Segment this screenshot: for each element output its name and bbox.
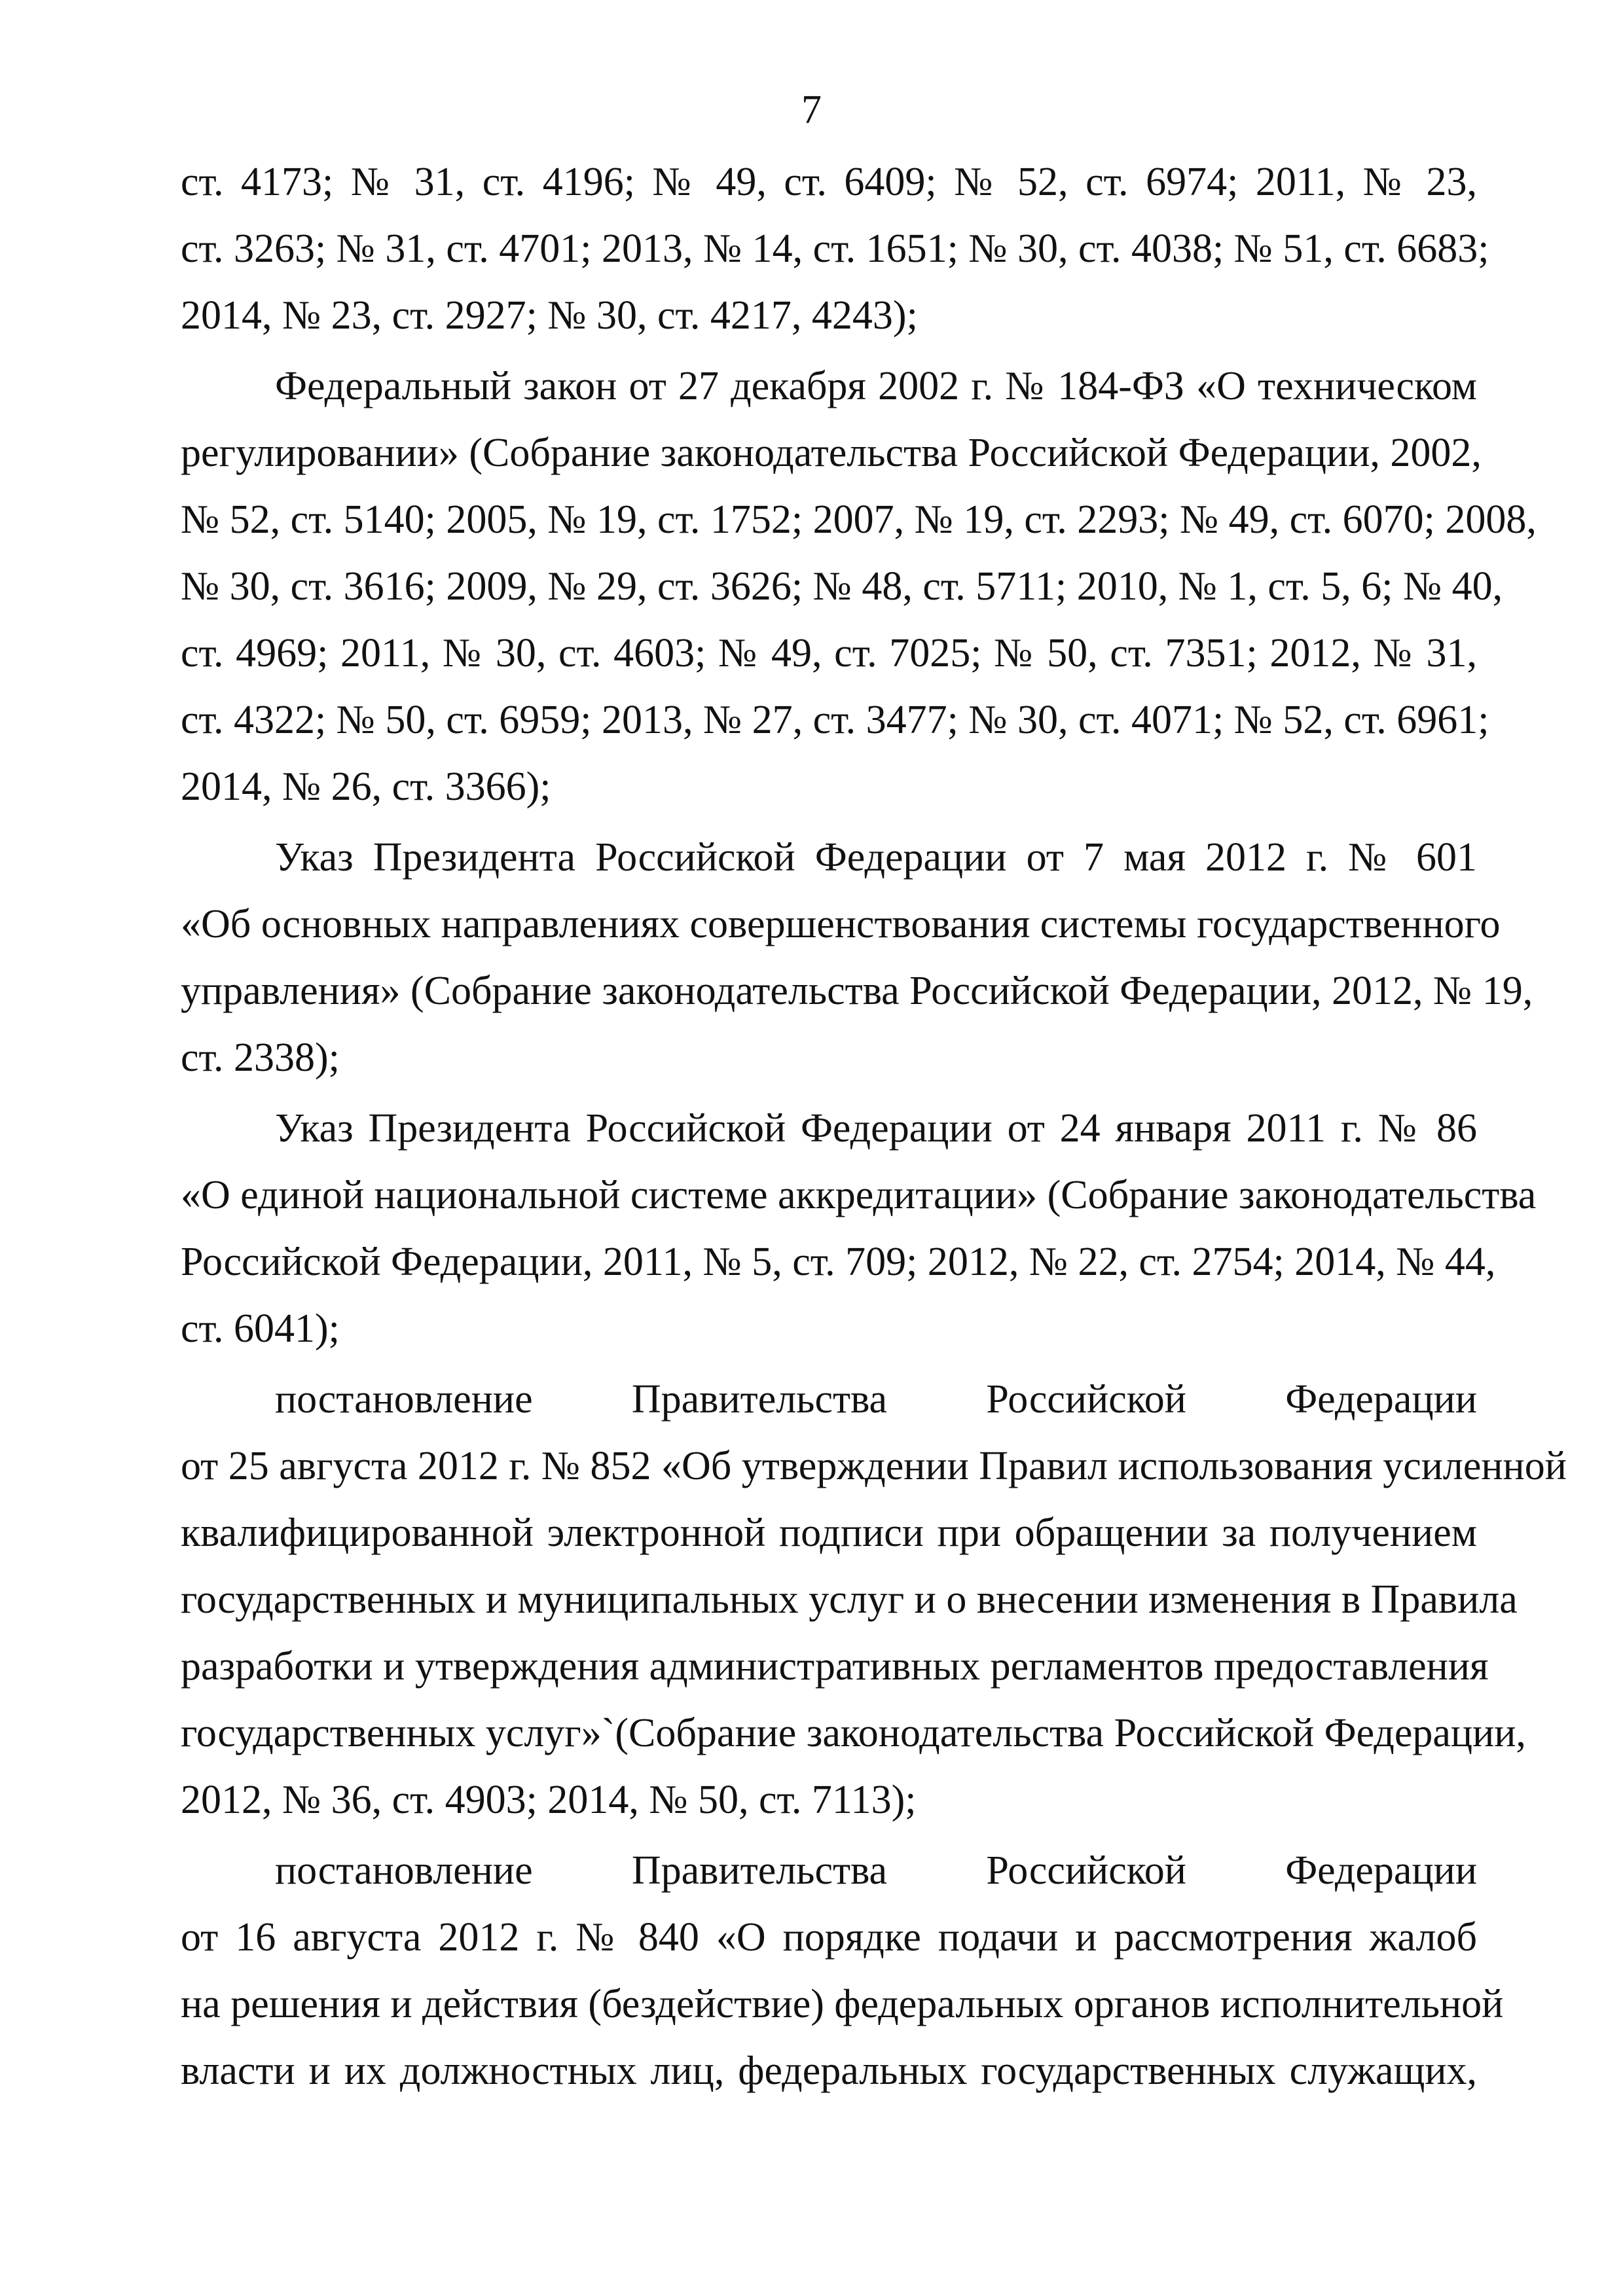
text-line: государственных и муниципальных услуг и о внесении изменения в Правила — [181, 1577, 1518, 1622]
paragraph-decree-601 — [181, 824, 1533, 1091]
text-line: № 52, ст. 5140; 2005, № 19, ст. 1752; 2007, № 19, ст. 2293; № 49, ст. 6070; 2008, — [181, 497, 1537, 542]
text-line: ст. 2338); — [181, 1035, 340, 1080]
text-line: 2014, № 23, ст. 2927; № 30, ст. 4217, 4243); — [181, 293, 918, 338]
text-line: постановление Правительства Российской Федерации — [275, 1377, 1477, 1422]
text-line: разработки и утверждения административных регламентов предоставления — [181, 1644, 1489, 1689]
text-line: № 30, ст. 3616; 2009, № 29, ст. 3626; № 48, ст. 5711; 2010, № 1, ст. 5, 6; № 40, — [181, 564, 1503, 609]
paragraph-continuation — [181, 149, 1489, 349]
page-number: 7 — [801, 88, 822, 132]
text-line: ст. 4969; 2011, № 30, ст. 4603; № 49, ст. 7025; № 50, ст. 7351; 2012, № 31, — [181, 631, 1477, 675]
text-line: ст. 6041); — [181, 1306, 340, 1351]
paragraph-resolution-840 — [181, 1837, 1504, 2104]
text-line: ст. 4322; № 50, ст. 6959; 2013, № 27, ст. 3477; № 30, ст. 4071; № 52, ст. 6961; — [181, 698, 1489, 742]
text-line: на решения и действия (бездействие) федеральных органов исполнительной — [181, 1982, 1504, 2026]
text-line: государственных услуг»`(Собрание законодательства Российской Федерации, — [181, 1711, 1526, 1755]
text-line: 2014, № 26, ст. 3366); — [181, 764, 551, 809]
paragraph-resolution-852 — [181, 1366, 1567, 1833]
text-line: от 25 августа 2012 г. № 852 «Об утверждении Правил использования усиленной — [181, 1444, 1567, 1488]
text-line: ст. 4173; № 31, ст. 4196; № 49, ст. 6409; № 52, ст. 6974; 2011, № 23, — [181, 160, 1477, 204]
text-line: «О единой национальной системе аккредитации» (Собрание законодательства — [181, 1173, 1537, 1217]
text-line: «Об основных направлениях совершенствования системы государственного — [181, 902, 1501, 946]
document-body — [181, 149, 1567, 2108]
text-line: квалифицированной электронной подписи при обращении за получением — [181, 1511, 1477, 1555]
text-line: Российской Федерации, 2011, № 5, ст. 709; 2012, № 22, ст. 2754; 2014, № 44, — [181, 1240, 1496, 1284]
paragraph-decree-86 — [181, 1095, 1537, 1362]
text-line: Федеральный закон от 27 декабря 2002 г. № 184-ФЗ «О техническом — [275, 364, 1477, 408]
text-line: власти и их должностных лиц, федеральных государственных служащих, — [181, 2049, 1477, 2093]
text-line: Указ Президента Российской Федерации от 7 мая 2012 г. № 601 — [275, 835, 1477, 880]
text-line: 2012, № 36, ст. 4903; 2014, № 50, ст. 7113); — [181, 1778, 917, 1822]
text-line: регулировании» (Собрание законодательства Российской Федерации, 2002, — [181, 431, 1482, 475]
text-line: постановление Правительства Российской Федерации — [275, 1848, 1477, 1893]
text-line: от 16 августа 2012 г. № 840 «О порядке подачи и рассмотрения жалоб — [181, 1915, 1477, 1960]
paragraph-federal-law-184 — [181, 353, 1537, 820]
text-line: ст. 3263; № 31, ст. 4701; 2013, № 14, ст. 1651; № 30, ст. 4038; № 51, ст. 6683; — [181, 226, 1489, 271]
text-line: Указ Президента Российской Федерации от 24 января 2011 г. № 86 — [275, 1106, 1477, 1151]
text-line: управления» (Собрание законодательства Российской Федерации, 2012, № 19, — [181, 969, 1533, 1013]
